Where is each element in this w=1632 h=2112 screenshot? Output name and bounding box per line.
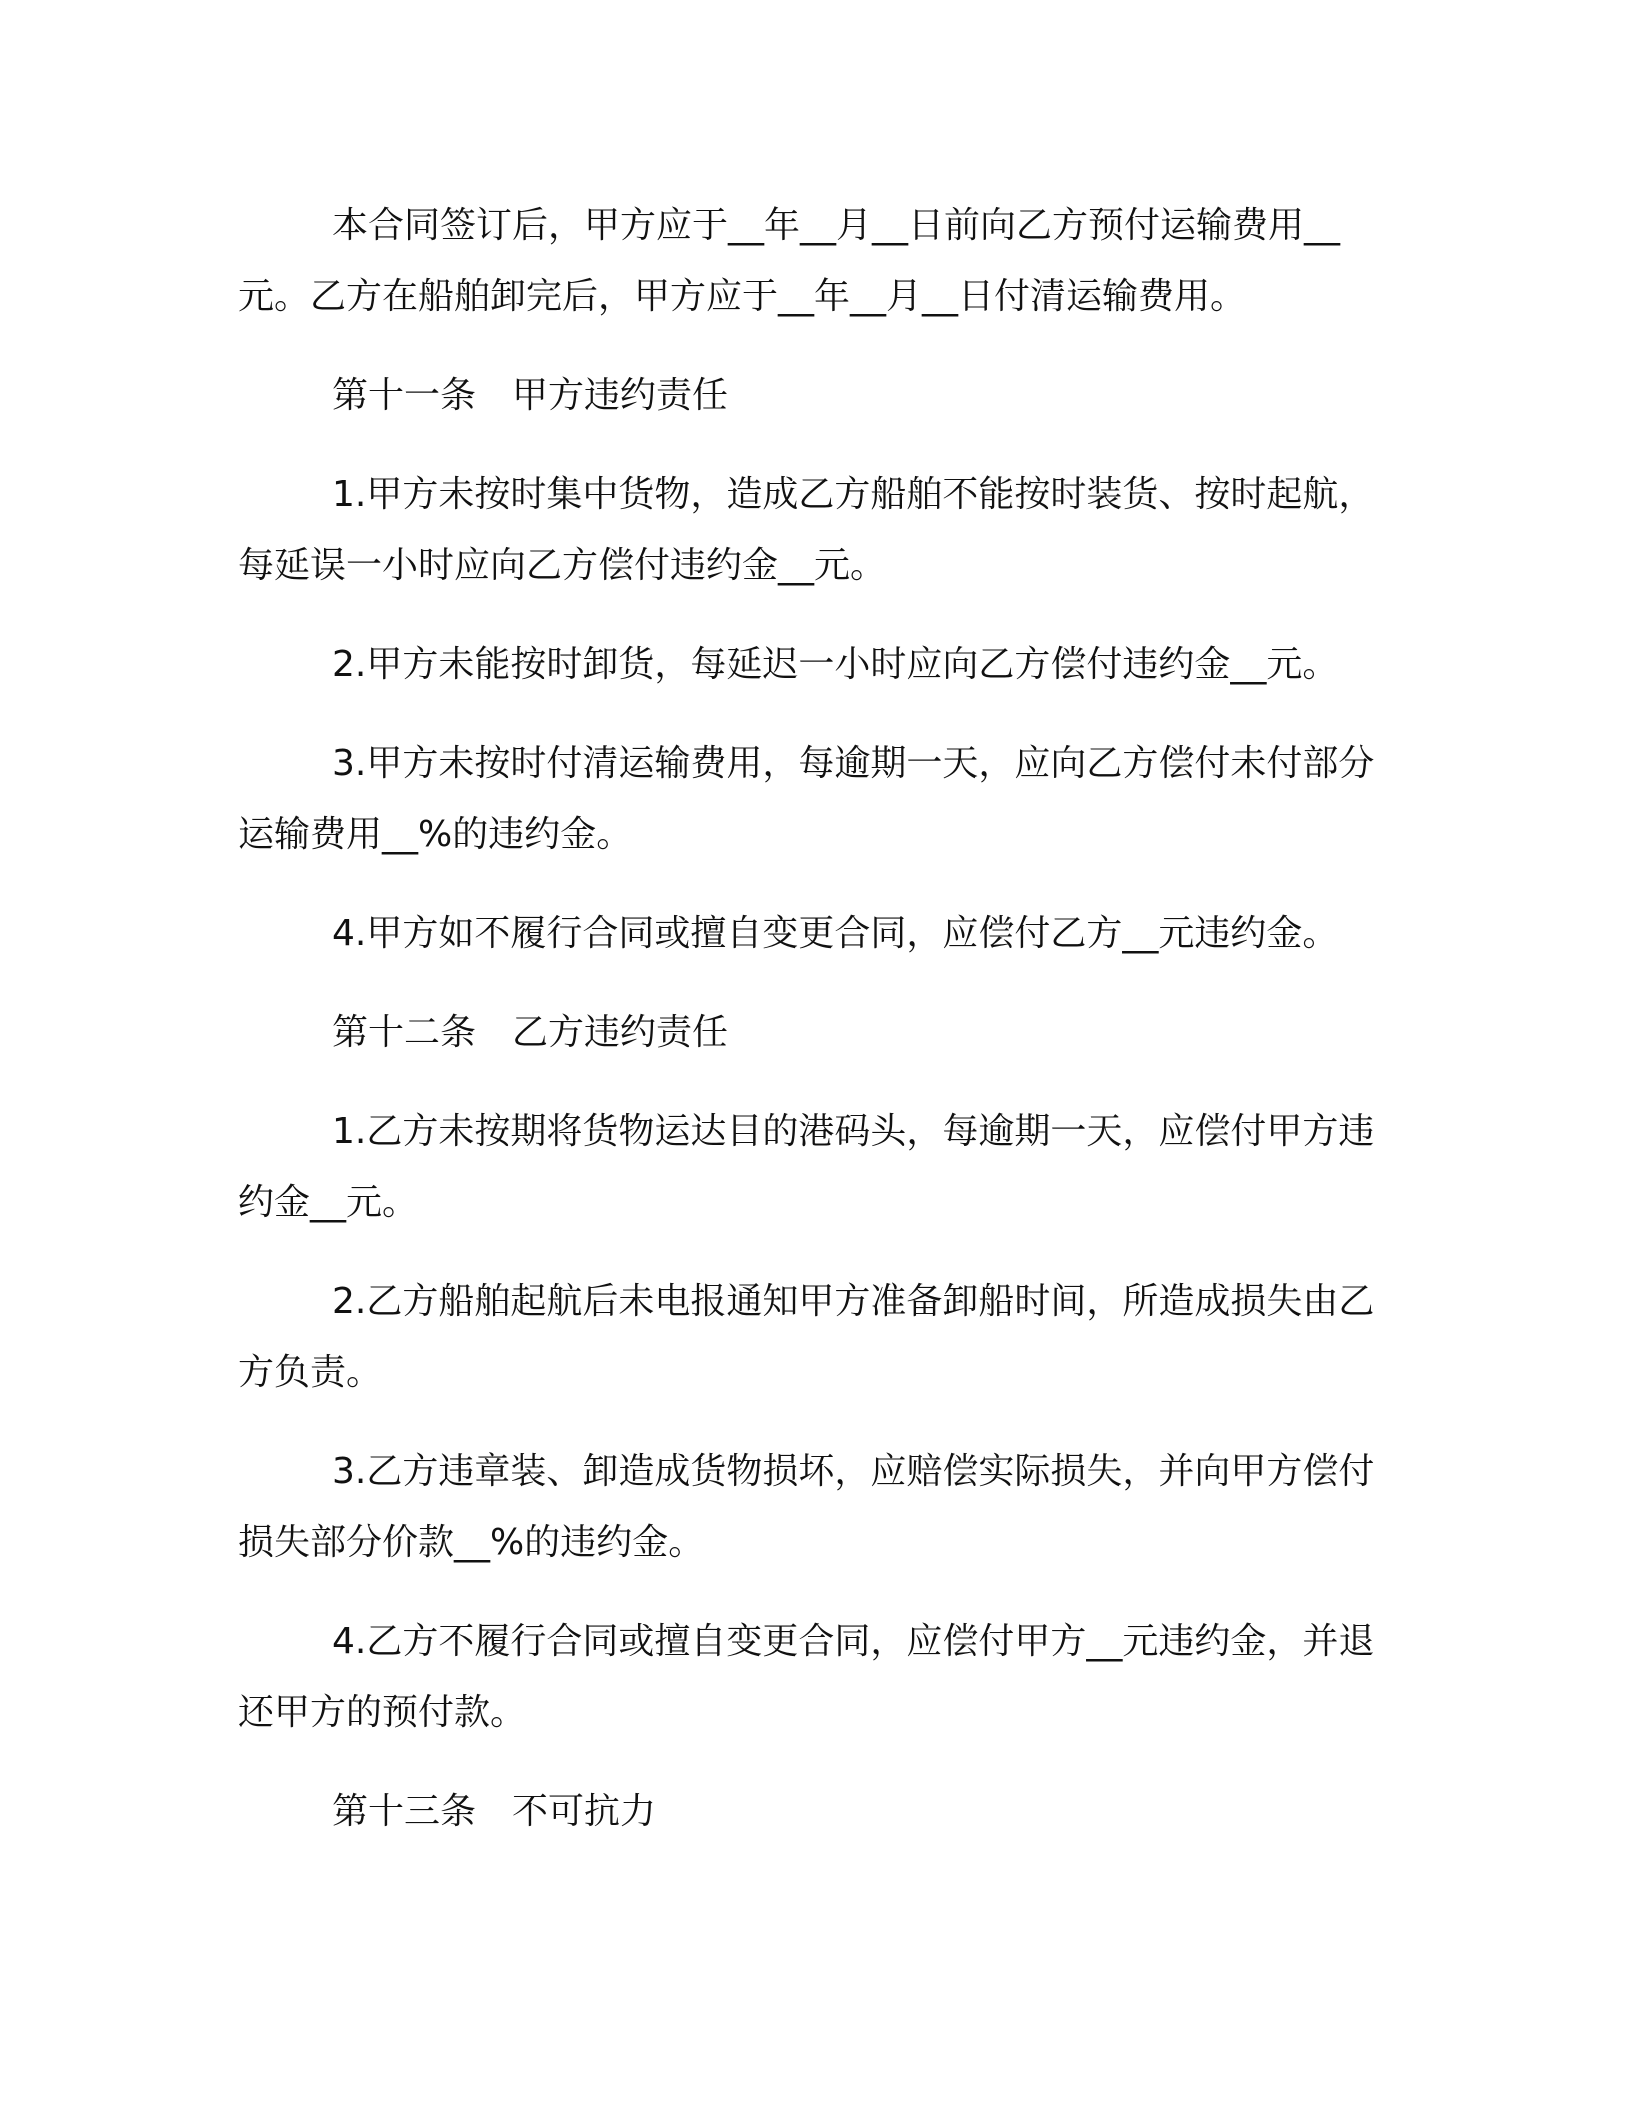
article-12-item-4: 4.乙方不履行合同或擅自变更合同，应偿付甲方__元违约金，并退还甲方的预付款。 xyxy=(238,1621,1375,1733)
paragraph-prepayment: 本合同签订后，甲方应于__年__月__日前向乙方预付运输费用__元。乙方在船舶卸完后，甲方应于__年__月__日付清运输费用。 xyxy=(238,205,1341,317)
article-11-item-1: 1.甲方未按时集中货物，造成乙方船舶不能按时装货、按时起航，每延误一小时应向乙方偿付违约金__元。 xyxy=(238,474,1375,586)
article-11-item-3: 3.甲方未按时付清运输费用，每逾期一天，应向乙方偿付未付部分运输费用__%的违约金。 xyxy=(238,743,1375,855)
article-11-item-4: 4.甲方如不履行合同或擅自变更合同，应偿付乙方__元违约金。 xyxy=(332,913,1339,954)
article-13-heading: 第十三条 不可抗力 xyxy=(332,1791,657,1832)
article-11-heading: 第十一条 甲方违约责任 xyxy=(332,375,729,416)
document-body xyxy=(238,190,1378,1875)
article-12-item-2: 2.乙方船舶起航后未电报通知甲方准备卸船时间，所造成损失由乙方负责。 xyxy=(238,1281,1375,1393)
article-12-heading: 第十二条 乙方违约责任 xyxy=(332,1012,729,1053)
article-12-item-1: 1.乙方未按期将货物运达目的港码头，每逾期一天，应偿付甲方违约金__元。 xyxy=(238,1111,1375,1223)
article-12-item-3: 3.乙方违章装、卸造成货物损坏，应赔偿实际损失，并向甲方偿付损失部分价款__%的违约金。 xyxy=(238,1451,1375,1563)
article-11-item-2: 2.甲方未能按时卸货，每延迟一小时应向乙方偿付违约金__元。 xyxy=(332,644,1339,685)
